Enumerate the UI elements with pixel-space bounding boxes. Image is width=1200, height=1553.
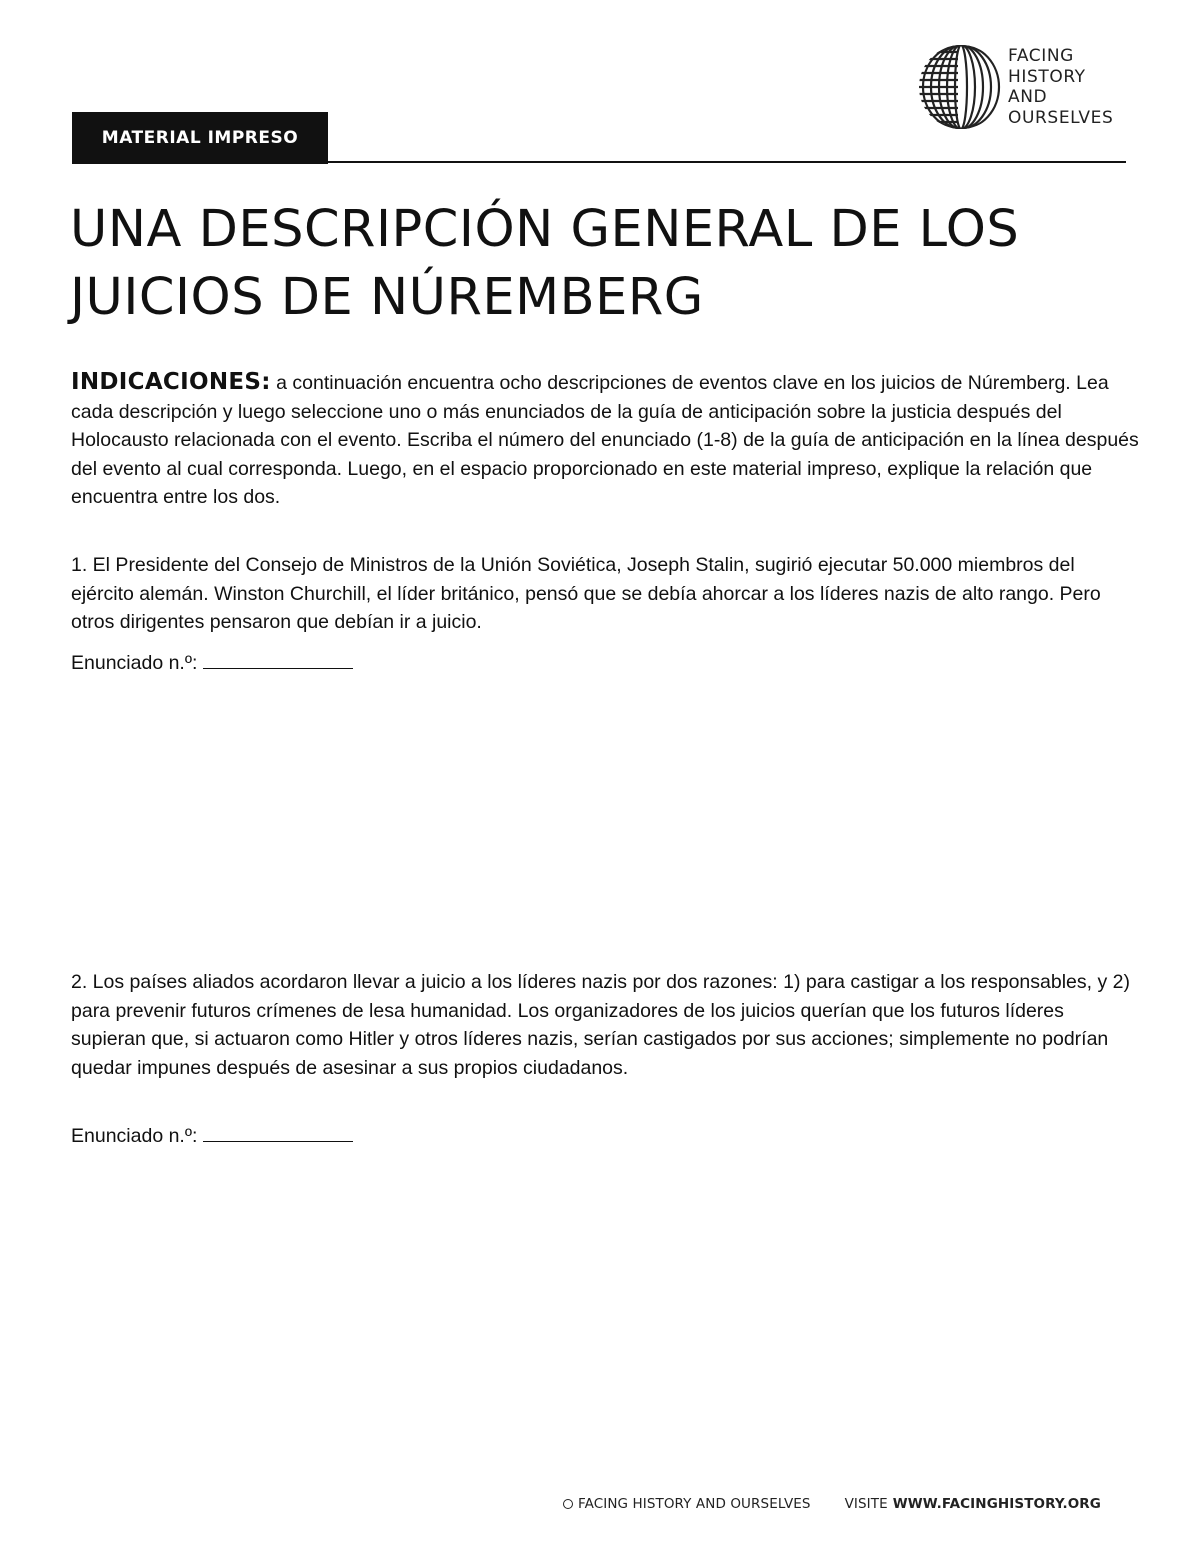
directions-text: a continuación encuentra ocho descripciones de eventos clave en los juicios de Núremberg. Lea cada descripción y luego seleccione uno o más enunciados de la guía de anticipación sobre la justicia después del Holocausto relacionada con el evento. Escriba el número del enunciado (1-8) de la guía de anticipación en la línea después del evento al cual corresponda. Luego, en el espacio proporcionado en este material impreso, explique la relación que encuentra entre los dos.: [71, 372, 1139, 508]
directions-paragraph: [71, 368, 1141, 512]
statement-label-2: Enunciado n.º:: [71, 1125, 198, 1147]
statement-blank-line-1[interactable]: [203, 648, 353, 669]
page-title: [70, 196, 1140, 332]
header-divider: [72, 161, 1126, 163]
badge-label: MATERIAL IMPRESO: [101, 128, 299, 148]
footer-url-link[interactable]: WWW.FACINGHISTORY.ORG: [892, 1496, 1101, 1512]
globe-lines-icon: [918, 42, 1004, 132]
footer-visit-label: VISITE: [844, 1496, 888, 1512]
logo-line-1: FACING: [1008, 46, 1074, 66]
statement-label-1: Enunciado n.º:: [71, 652, 198, 674]
directions-label: INDICACIONES:: [71, 369, 271, 395]
handout-badge: [72, 112, 328, 164]
footer-copyright: FACING HISTORY AND OURSELVES: [578, 1496, 811, 1512]
title-line-2: JUICIOS DE NÚREMBERG: [70, 268, 704, 327]
logo-wordmark: [1008, 46, 1113, 128]
page-footer: [563, 1496, 1101, 1512]
title-line-1: UNA DESCRIPCIÓN GENERAL DE LOS: [70, 200, 1020, 259]
logo-line-4: OURSELVES: [1008, 107, 1114, 128]
statement-answer-2: [71, 1121, 353, 1150]
statement-answer-1: [71, 648, 353, 677]
facing-history-logo: [918, 42, 1130, 132]
copyright-icon: [563, 1499, 573, 1509]
event-description-1: 1. El Presidente del Consejo de Ministros de la Unión Soviética, Joseph Stalin, sugirió ejecutar 50.000 miembros del ejército alemán. Winston Churchill, el líder británico, pensó que se debía ahorcar a los líderes nazis de alto rango. Pero otros dirigentes pensaron que debían ir a juicio.: [71, 554, 1101, 633]
logo-line-2: HISTORY: [1008, 66, 1086, 87]
event-description-2: 2. Los países aliados acordaron llevar a juicio a los líderes nazis por dos razones: 1) para castigar a los responsables, y 2) para prevenir futuros crímenes de lesa humanidad. Los organizadores de los juicios querían que los futuros líderes supieran que, si actuaron como Hitler y otros líderes nazis, serían castigados por sus acciones; simplemente no podrían quedar impunes después de asesinar a sus propios ciudadanos.: [71, 971, 1130, 1079]
statement-blank-line-2[interactable]: [203, 1121, 353, 1142]
logo-line-3: AND: [1008, 87, 1048, 107]
